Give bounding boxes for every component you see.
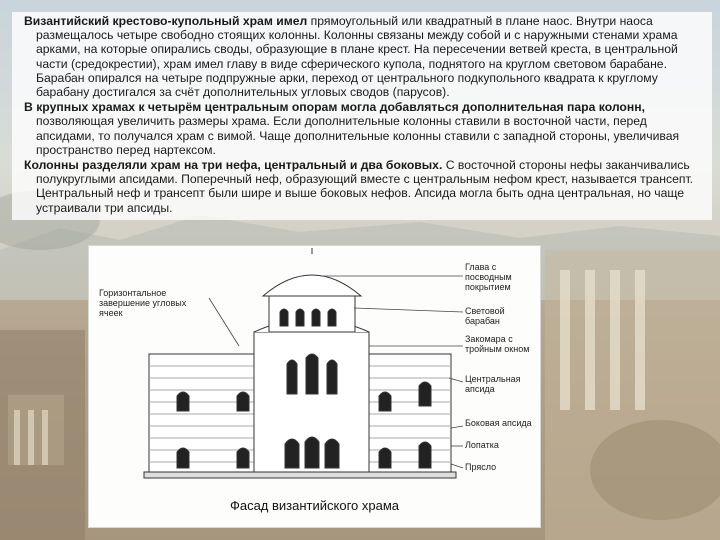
paragraph-3: [18, 158, 706, 215]
paragraph-1-text: прямоугольный или квадратный в плане наос. Внутри наоса размещалось четыре свободно стоящих колонны. Колонны связаны между собой и с наружными стенами храма арками, на которые опирались своды, образующие в плане крест. На пересечении ветвей креста, в центральной части (средокрестии), храм имел главу в виде сферического купола, поднятого на круглом световом барабане. Барабан опирался на четыре подпружные арки, переход от центрального подкупольного квадрата к круглому барабану достигался за счёт дополнительных угловых сводов (парусов).: [36, 14, 678, 100]
label-side-apse: Боковая апсида: [465, 418, 532, 428]
paragraph-1-bold: Византийский крестово-купольный храм имел: [24, 14, 308, 28]
paragraph-2: [18, 100, 706, 157]
label-horizontal-completion: Горизонтальное завершение угловых ячеек: [99, 288, 187, 318]
paragraph-1: [18, 14, 706, 99]
label-central-apse: Центральная апсида: [465, 374, 521, 394]
text-panel: [12, 12, 712, 220]
figure-caption: Фасад византийского храма: [229, 498, 400, 513]
paragraph-2-bold: В крупных храмах к четырём центральным опорам могла добавляться дополнительная пара колонн,: [24, 100, 645, 115]
paragraph-2-text: позволяющая увеличить размеры храма. Если дополнительные колонны ставили в восточной части, перед апсидами, то получался храм с вимой. Чаще дополнительные колонны ставили с западной стороны, увеличивая пространство перед нартексом.: [36, 114, 680, 157]
label-span: Прясло: [465, 462, 497, 472]
label-pilaster: Лопатка: [465, 440, 499, 450]
label-dome: Глава с посводным покрытием: [465, 262, 512, 292]
paragraph-3-bold: Колонны разделяли храм на три нефа, центральный и два боковых.: [24, 158, 443, 173]
label-zakomara: Закомара с тройным окном: [465, 334, 530, 354]
paragraph-3-text: С восточной стороны нефы заканчивались полукруглыми апсидами. Поперечный неф, образующий вместе с центральным нефом крест, называется трансепт. Центральный неф и трансепт были шире и выше боковых нефов. Апсида могла быть одна центральная, но чаще устраивали три апсиды.: [36, 158, 694, 215]
label-light-drum: Световой барабан: [465, 306, 505, 326]
church-facade-figure: [88, 245, 541, 528]
